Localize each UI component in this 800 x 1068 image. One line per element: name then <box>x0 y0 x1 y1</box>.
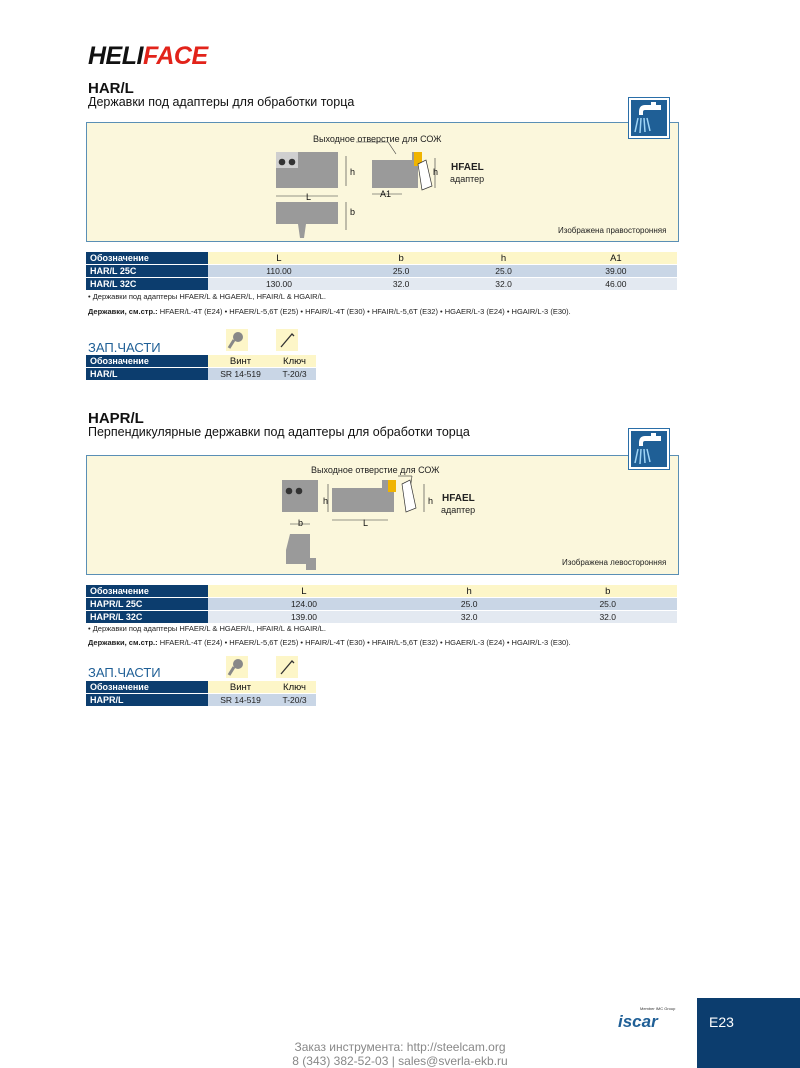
cell: 25.0 <box>400 598 539 611</box>
order-contact-line: Заказ инструмента: http://steelcam.org <box>294 1040 506 1054</box>
section2-drawing <box>270 462 500 574</box>
section1-dim-h1: h <box>433 167 439 177</box>
section2-note1: • Державки под адаптеры HFAER/L & HGAER/L, HFAIR/L & HGAIR/L. <box>88 624 326 633</box>
cell: 130.00 <box>208 278 350 291</box>
col-L: L <box>208 252 350 265</box>
col-designation: Обозначение <box>86 585 208 598</box>
cell: T-20/3 <box>273 368 316 381</box>
row-designation: HAPR/L 32C <box>86 611 208 624</box>
logo-part2: FACE <box>142 42 208 70</box>
section2-note2 <box>88 638 571 647</box>
section1-dim-A1: A1 <box>380 189 392 199</box>
cell: 46.00 <box>555 278 677 291</box>
table-header-row <box>86 585 677 598</box>
cell: 32.0 <box>538 611 677 624</box>
phone-email-line: 8 (343) 382-52-03 | sales@sverla-ekb.ru <box>292 1054 508 1068</box>
table-row <box>86 694 316 707</box>
cell: 32.0 <box>452 278 554 291</box>
section1-title: HAR/L <box>88 80 134 97</box>
member-label: Member IMC Group <box>640 1006 676 1011</box>
note2-label: Державки, см.стр.: <box>88 638 158 647</box>
cell: 25.0 <box>452 265 554 278</box>
section1-coolant-label: Выходное отверстие для СОЖ <box>313 134 442 144</box>
section2-dim-b: b <box>298 518 304 528</box>
cell: T-20/3 <box>273 694 316 707</box>
table-row <box>86 368 316 381</box>
spare-col-screw: Винт <box>208 355 273 368</box>
col-A1: A1 <box>555 252 677 265</box>
section2-adapter-name: HFAEL <box>442 493 475 504</box>
logo-part1: HELI <box>88 42 143 70</box>
spare2-table <box>86 681 316 707</box>
col-L: L <box>208 585 400 598</box>
section2-coolant-label: Выходное отверстие для СОЖ <box>311 465 440 475</box>
cell: SR 14-519 <box>208 694 273 707</box>
section2-subtitle: Перпендикулярные державки под адаптеры для обработки торца <box>88 425 470 439</box>
key-icon <box>276 329 298 351</box>
section2-dim-L: L <box>363 518 369 528</box>
section2-adapter-word: адаптер <box>441 505 476 515</box>
table-row <box>86 598 677 611</box>
section1-adapter-name: HFAEL <box>451 162 484 173</box>
table-row <box>86 265 677 278</box>
col-b: b <box>538 585 677 598</box>
spare-col-key: Ключ <box>273 355 316 368</box>
iscar-logo: iscar <box>618 1012 658 1031</box>
cell: 32.0 <box>350 278 452 291</box>
section1-dim-b: b <box>350 207 356 217</box>
section1-dim-L: L <box>306 192 312 202</box>
spare-col-key: Ключ <box>273 681 316 694</box>
section1-subtitle: Державки под адаптеры для обработки торца <box>88 95 355 109</box>
screw-icon <box>226 329 248 351</box>
section2-title: HAPR/L <box>88 410 144 427</box>
cell: 39.00 <box>555 265 677 278</box>
section1-note2 <box>88 307 571 316</box>
spare1-title: ЗАП.ЧАСТИ <box>88 340 161 355</box>
row-designation: HAPR/L <box>86 694 208 707</box>
spare-col-designation: Обозначение <box>86 681 208 694</box>
screw-icon <box>226 656 248 678</box>
note2-label: Державки, см.стр.: <box>88 307 158 316</box>
row-designation: HAR/L <box>86 368 208 381</box>
coolant-tap-icon <box>628 97 670 139</box>
note2-text: HFAER/L-4T (E24) • HFAER/L-5,6T (E25) • HFAIR/L-4T (E30) • HFAIR/L-5,6T (E32) • HGAER/L-3 (E24) • HGAIR/L-3 (E30). <box>157 307 571 316</box>
section2-dim-h2: h <box>428 496 434 506</box>
section1-adapter-word: адаптер <box>450 174 485 184</box>
spare-col-designation: Обозначение <box>86 355 208 368</box>
page-number: E23 <box>709 1014 734 1030</box>
col-designation: Обозначение <box>86 252 208 265</box>
section1-shown-note: Изображена правосторонняя <box>558 226 667 235</box>
row-designation: HAR/L 25C <box>86 265 208 278</box>
note2-text: HFAER/L-4T (E24) • HFAER/L-5,6T (E25) • HFAIR/L-4T (E30) • HFAIR/L-5,6T (E32) • HGAER/L-3 (E24) • HGAIR/L-3 (E30). <box>157 638 571 647</box>
table-header-row <box>86 252 677 265</box>
section1-note1: • Державки под адаптеры HFAER/L & HGAER/L, HFAIR/L & HGAIR/L. <box>88 292 326 301</box>
cell: 25.0 <box>538 598 677 611</box>
cell: 32.0 <box>400 611 539 624</box>
section2-shown-note: Изображена левосторонняя <box>562 558 667 567</box>
section2-dim-h: h <box>323 496 329 506</box>
cell: SR 14-519 <box>208 368 273 381</box>
table-row <box>86 611 677 624</box>
coolant-tap-icon <box>628 428 670 470</box>
section2-table <box>86 585 677 624</box>
key-icon <box>276 656 298 678</box>
col-h: h <box>400 585 539 598</box>
col-b: b <box>350 252 452 265</box>
row-designation: HAR/L 32C <box>86 278 208 291</box>
cell: 110.00 <box>208 265 350 278</box>
cell: 139.00 <box>208 611 400 624</box>
section1-dim-h: h <box>350 167 356 177</box>
heliface-logo <box>88 42 208 71</box>
row-designation: HAPR/L 25C <box>86 598 208 611</box>
spare2-title: ЗАП.ЧАСТИ <box>88 665 161 680</box>
page-number-bar <box>697 998 800 1068</box>
cell: 25.0 <box>350 265 452 278</box>
spare1-table <box>86 355 316 381</box>
section1-table <box>86 252 677 291</box>
section1-drawing <box>268 130 498 240</box>
table-row <box>86 278 677 291</box>
col-h: h <box>452 252 554 265</box>
cell: 124.00 <box>208 598 400 611</box>
spare-col-screw: Винт <box>208 681 273 694</box>
